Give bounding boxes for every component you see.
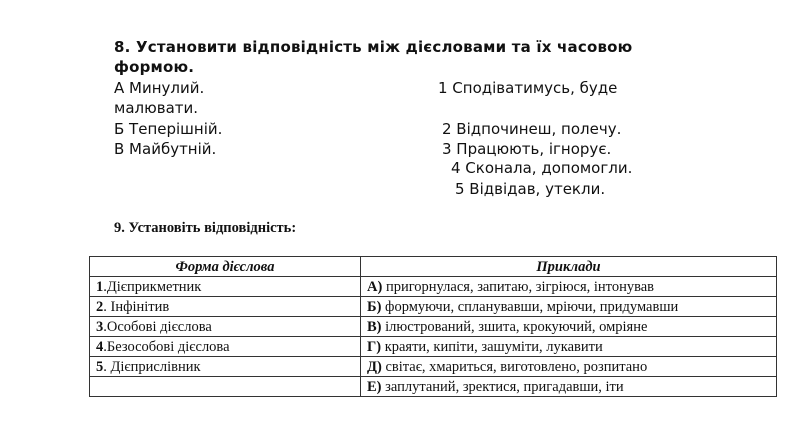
examples-cell bbox=[361, 337, 777, 357]
table-row bbox=[90, 317, 777, 337]
form-cell bbox=[90, 377, 361, 397]
header-examples: Приклади bbox=[361, 257, 777, 277]
q9-title: 9. Установіть відповідність: bbox=[114, 220, 297, 236]
form-cell bbox=[90, 277, 361, 297]
q9-matching-table bbox=[89, 256, 777, 397]
form-cell bbox=[90, 297, 361, 317]
table-row bbox=[90, 277, 777, 297]
form-label: .Дієприкметник bbox=[103, 278, 202, 295]
example-letter: Г) bbox=[367, 338, 382, 355]
form-number: 1 bbox=[96, 278, 104, 295]
examples-cell bbox=[361, 277, 777, 297]
examples-cell bbox=[361, 377, 777, 397]
form-number: 5 bbox=[96, 358, 104, 375]
table-row bbox=[90, 377, 777, 397]
example-text: краяти, кипіти, зашуміти, лукавити bbox=[381, 338, 603, 355]
form-cell bbox=[90, 337, 361, 357]
table-header-row bbox=[90, 257, 777, 277]
q8-answer-4: 4 Сконала, допомогли. bbox=[451, 159, 633, 177]
example-letter: А) bbox=[367, 278, 383, 295]
example-text: світає, хмариться, виготовлено, розпитано bbox=[381, 358, 648, 375]
examples-cell bbox=[361, 357, 777, 377]
examples-cell bbox=[361, 297, 777, 317]
q8-answer-5: 5 Відвідав, утекли. bbox=[455, 180, 606, 198]
form-label: . Інфінітив bbox=[103, 298, 170, 315]
q8-option-a-continuation: малювати. bbox=[114, 99, 199, 117]
form-label: . Дієприслівник bbox=[103, 358, 201, 375]
example-text: заплутаний, зректися, пригадавши, іти bbox=[381, 378, 624, 395]
q8-option-c: В Майбутній. bbox=[114, 140, 217, 158]
example-letter: В) bbox=[367, 318, 382, 335]
table-row bbox=[90, 337, 777, 357]
form-number: 4 bbox=[96, 338, 104, 355]
example-text: формуючи, спланувавши, мріючи, придумавши bbox=[381, 298, 679, 315]
q8-title-line1: 8. Установити відповідність між дієсловами та їх часовою bbox=[114, 38, 633, 56]
form-cell bbox=[90, 317, 361, 337]
form-cell bbox=[90, 357, 361, 377]
header-verb-form: Форма дієслова bbox=[90, 257, 361, 277]
q8-option-b: Б Теперішній. bbox=[114, 120, 223, 138]
examples-cell bbox=[361, 317, 777, 337]
q8-title-line2: формою. bbox=[114, 58, 195, 76]
q8-option-a: А Минулий. bbox=[114, 79, 205, 97]
table-row bbox=[90, 297, 777, 317]
q8-answer-3: 3 Працюють, ігнорує. bbox=[442, 140, 612, 158]
example-text: пригорнулася, запитаю, зігріюся, інтонував bbox=[382, 278, 655, 295]
form-label: .Безособові дієслова bbox=[103, 338, 230, 355]
form-number: 3 bbox=[96, 318, 104, 335]
example-letter: Б) bbox=[367, 298, 382, 315]
example-text: ілюстрований, зшита, крокуючий, омріяне bbox=[381, 318, 648, 335]
table-row bbox=[90, 357, 777, 377]
q8-answer-1: 1 Сподіватимусь, буде bbox=[438, 79, 618, 97]
example-letter: Е) bbox=[367, 378, 382, 395]
form-number: 2 bbox=[96, 298, 104, 315]
form-label: .Особові дієслова bbox=[103, 318, 212, 335]
q8-answer-2: 2 Відпочинеш, полечу. bbox=[442, 120, 622, 138]
example-letter: Д) bbox=[367, 358, 382, 375]
